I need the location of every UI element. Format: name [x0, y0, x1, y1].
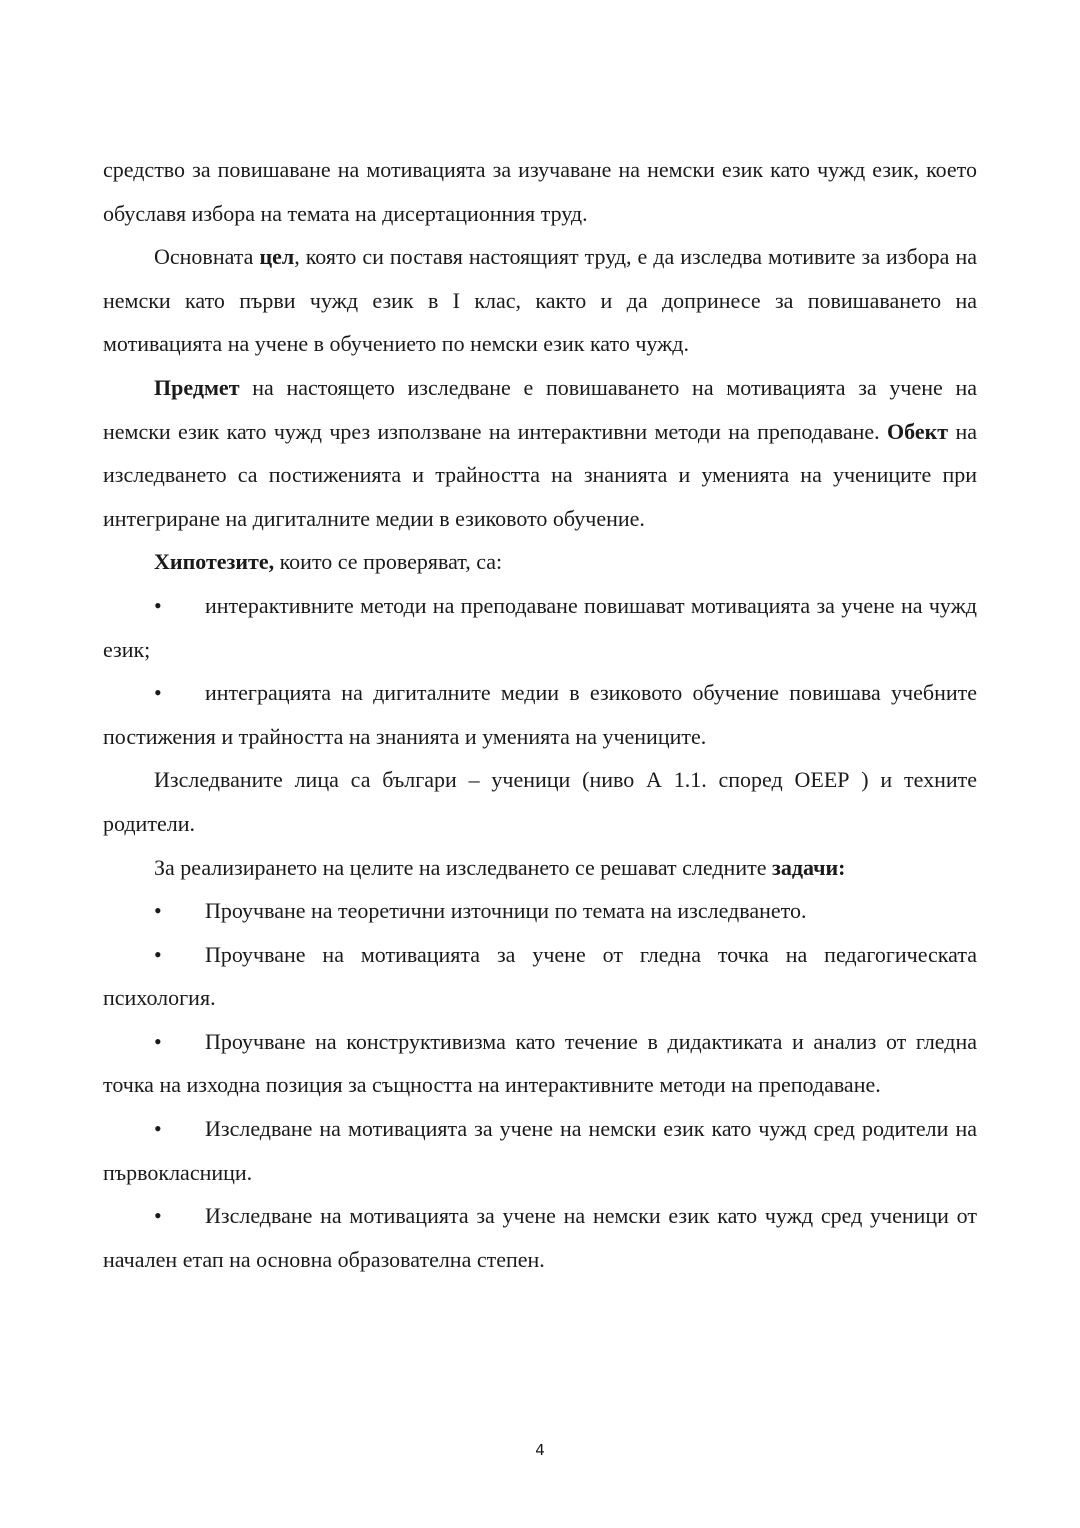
task-item: • Изследване на мотивацията за учене на немски език като чужд сред ученици от начален етап на основна образователна степен.	[103, 1194, 977, 1281]
paragraph-subjects: Изследваните лица са българи – ученици (ниво А 1.1. според ОЕЕР ) и техните родители.	[103, 767, 977, 836]
bold-term-tasks: задачи:	[771, 854, 846, 880]
paragraph-goal: Основната цел, която си поставя настоящият труд, е да изследва мотивите за избора на немски като първи чужд език в I клас, както и да допринесе за повишаването на мотивацията на учене в обучението по немски език като чужд.	[103, 244, 977, 357]
bullet-icon: •	[154, 941, 162, 967]
bold-term-hypotheses: Хипотезите,	[154, 549, 275, 575]
paragraph-tasks-heading: За реализирането на целите на изследването се решават следните задачи:	[154, 854, 846, 880]
bold-term-goal: цел	[259, 244, 295, 270]
page-number: 4	[535, 1441, 545, 1459]
bullet-icon: •	[154, 592, 162, 618]
bullet-icon: •	[154, 680, 162, 706]
bullet-icon: •	[154, 1116, 162, 1142]
paragraph-intro: средство за повишаване на мотивацията за изучаване на немски език като чужд език, което обуславя избора на темата на дисертационния труд.	[103, 157, 977, 226]
bullet-icon: •	[154, 1028, 162, 1054]
bold-term-object: Обект	[887, 418, 949, 444]
paragraph-hypotheses-heading: Хипотезите, които се проверяват, са:	[154, 549, 503, 575]
task-item: • Проучване на мотивацията за учене от гледна точка на педагогическата психология.	[103, 933, 977, 1020]
task-item: • Изследване на мотивацията за учене на немски език като чужд сред родители на първокласници.	[103, 1107, 977, 1194]
hypothesis-item: • интерактивните методи на преподаване повишават мотивацията за учене на чужд език;	[103, 584, 977, 671]
bold-term-subject: Предмет	[154, 374, 240, 400]
bullet-icon: •	[154, 1203, 162, 1229]
hypothesis-item: • интеграцията на дигиталните медии в езиковото обучение повишава учебните постижения и трайността на знанията и уменията на учениците.	[103, 671, 977, 758]
bullet-icon: •	[154, 898, 162, 924]
paragraph-subject: Предмет на настоящето изследване е повишаването на мотивацията за учене на немски език като чужд чрез използване на интерактивни методи на преподаване. Обект на изследването са постиженията и трайността на знанията и уменията на учениците при интегриране на дигиталните медии в езиковото обучение.	[103, 374, 977, 531]
task-item: • Проучване на конструктивизма като течение в дидактиката и анализ от гледна точка на изходна позиция за същността на интерактивните методи на преподаване.	[103, 1020, 977, 1107]
document-body	[103, 148, 977, 1281]
task-item: • Проучване на теоретични източници по темата на изследването.	[103, 889, 977, 933]
